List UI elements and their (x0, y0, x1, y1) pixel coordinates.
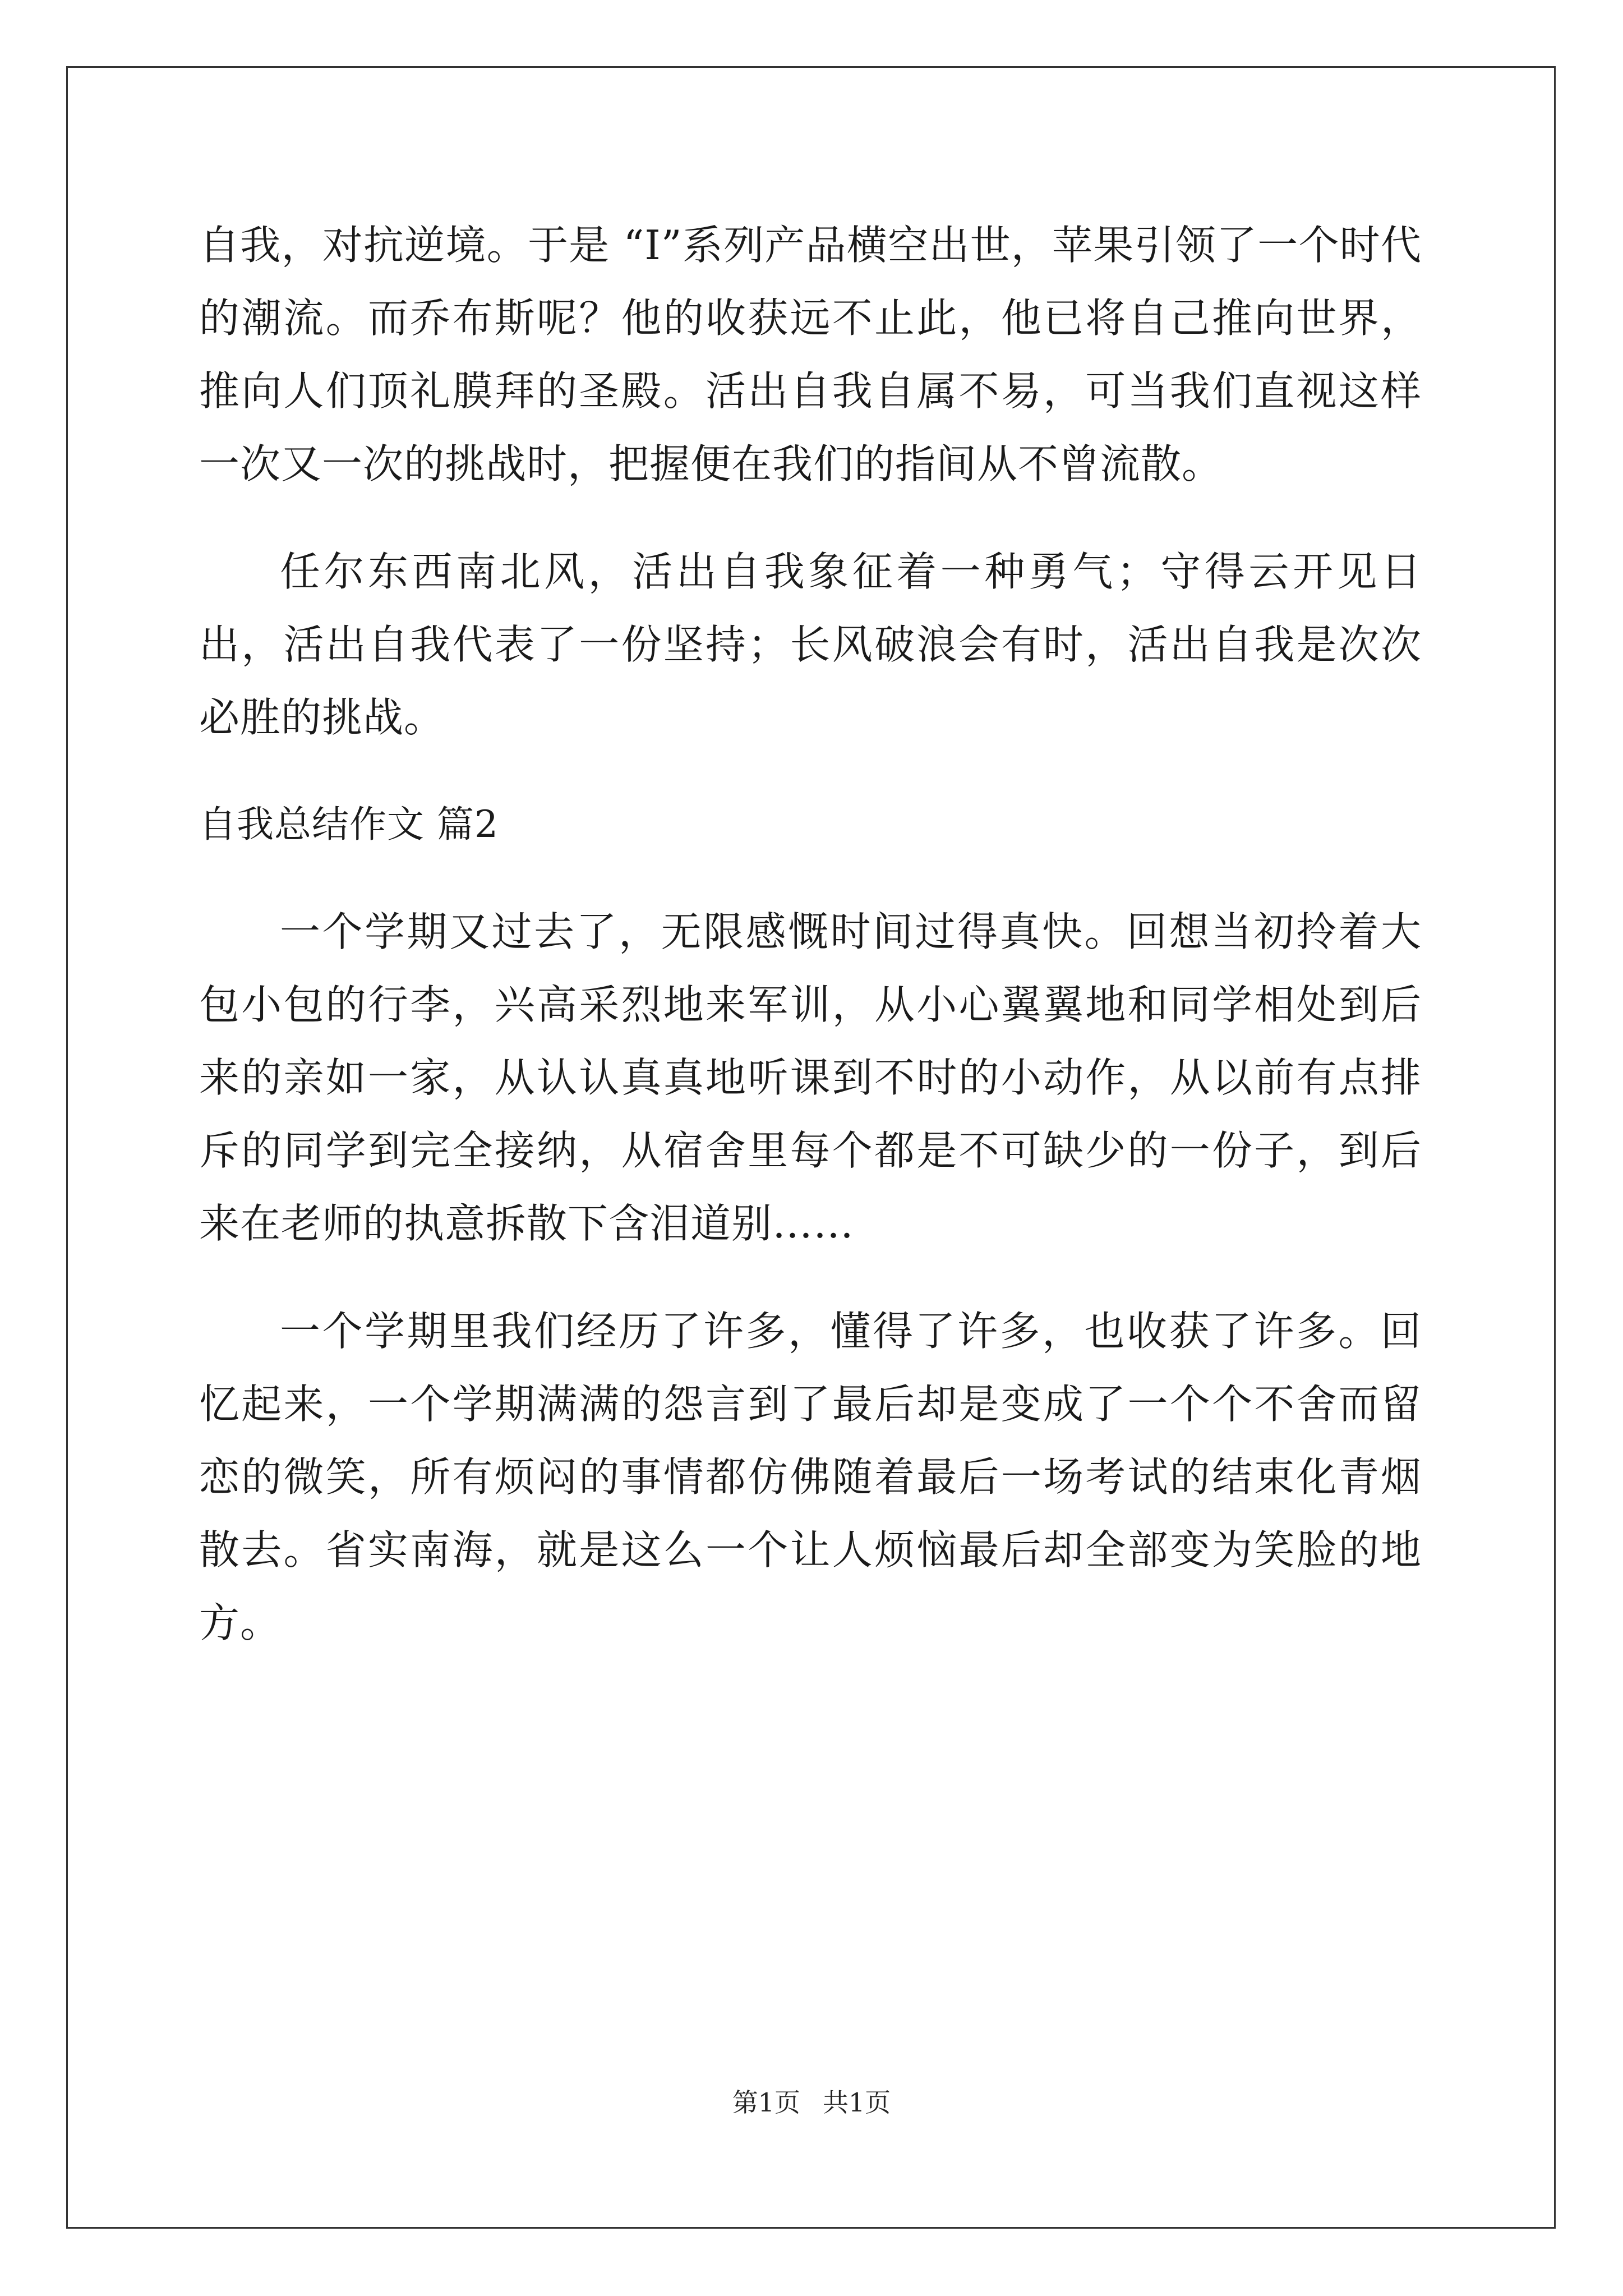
document-body (199, 209, 1422, 1659)
section-paragraph-1: 一个学期又过去了，无限感慨时间过得真快。回想当初拎着大包小包的行李，兴高采烈地来军训，从小心翼翼地和同学相处到后来的亲如一家，从认认真真地听课到不时的小动作，从以前有点排斥的同学到完全接纳，从宿舍里每个都是不可缺少的一份子，到后来在老师的执意拆散下含泪道别…… (199, 908, 1422, 1247)
paragraph-gap (199, 861, 1422, 895)
page-footer (0, 2086, 1623, 2119)
page-number: 第1页 (732, 2087, 800, 2118)
paragraph-gap (199, 1260, 1422, 1295)
paragraph-gap (199, 754, 1422, 789)
paragraph-2: 任尔东西南北风，活出自我象征着一种勇气；守得云开见日出，活出自我代表了一份坚持；长风破浪会有时，活出自我是次次必胜的挑战。 (199, 548, 1422, 741)
section-heading: 自我总结作文 篇2 (199, 803, 499, 846)
page-total: 共1页 (823, 2087, 891, 2118)
paragraph-gap (199, 500, 1422, 535)
section-paragraph-2: 一个学期里我们经历了许多，懂得了许多，也收获了许多。回忆起来，一个学期满满的怨言到了最后却是变成了一个个不舍而留恋的微笑，所有烦闷的事情都仿佛随着最后一场考试的结束化青烟散去。省实南海，就是这么一个让人烦恼最后却全部变为笑脸的地方。 (199, 1308, 1422, 1646)
paragraph-1: 自我，对抗逆境。于是 “I”系列产品横空出世，苹果引领了一个时代的潮流。而乔布斯呢？他的收获远不止此，他已将自己推向世界，推向人们顶礼膜拜的圣殿。活出自我自属不易，可当我们直视这样一次又一次的挑战时，把握便在我们的指间从不曾流散。 (199, 222, 1422, 487)
